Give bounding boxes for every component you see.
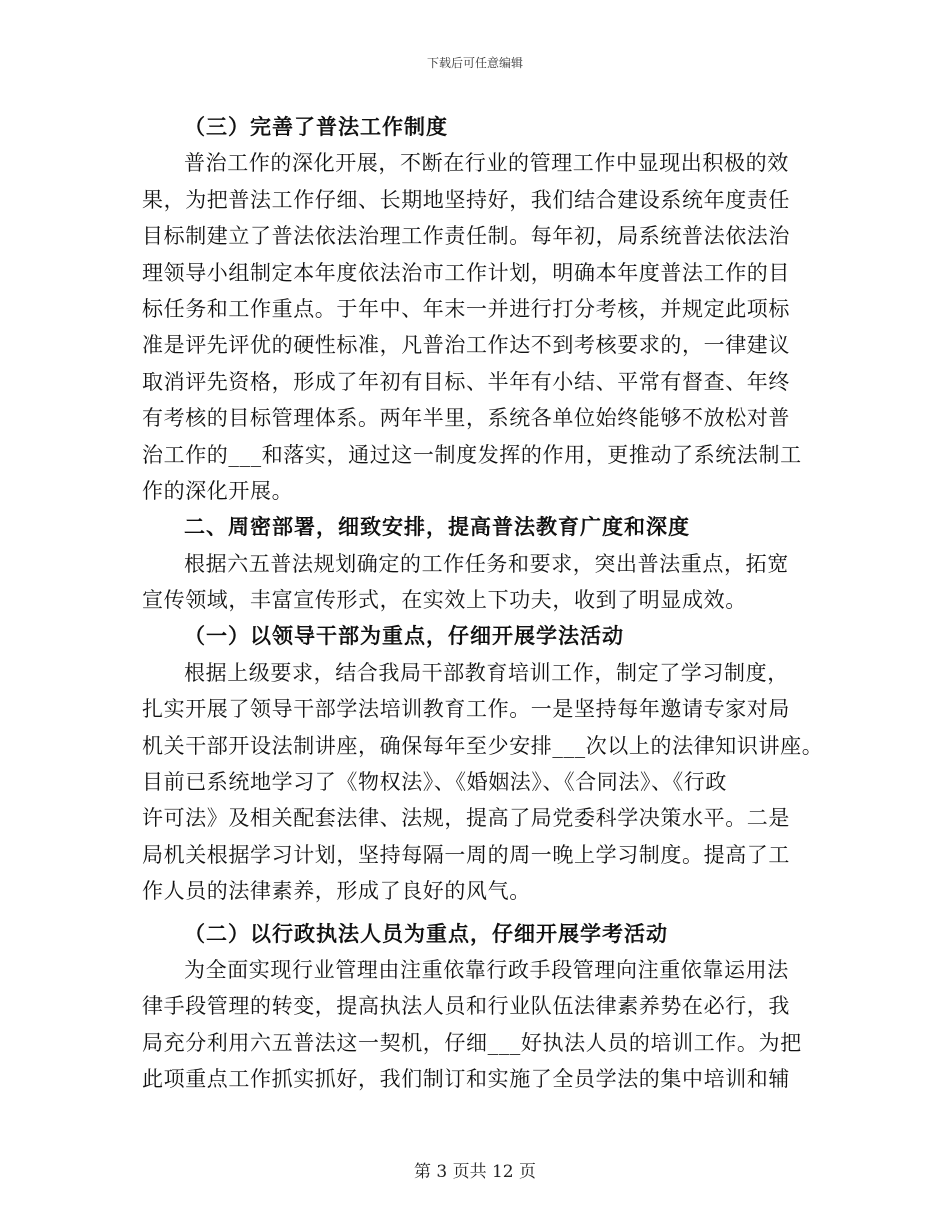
heading-leading-cadres: （一）以领导干部为重点，仔细开展学法活动 [184,623,624,649]
paragraph-line: 果，为把普法工作仔细、长期地坚持好，我们结合建设系统年度责任 [142,187,790,212]
paragraph-line: 理领导小组制定本年度依法治市工作计划，明确本年度普法工作的目 [142,260,790,285]
page-header: 下载后可任意编辑 [426,56,523,70]
paragraph-line: 有考核的目标管理体系。两年半里，系统各单位始终能够不放松对普 [142,406,790,431]
document-body [142,109,824,1098]
heading-perfected-system: （三）完善了普法工作制度 [184,114,448,139]
paragraph-line: 作的深化开展。 [142,478,294,503]
paragraph-line: 准是评先评优的硬性标准，凡普治工作达不到考核要求的，一律建议 [142,333,790,358]
paragraph-line: 此项重点工作抓实抓好，我们制订和实施了全员学法的集中培训和辅 [142,1067,790,1092]
paragraph-line: 普治工作的深化开展，不断在行业的管理工作中显现出积极的效 [184,151,789,176]
paragraph-line: 律手段管理的转变，提高执法人员和行业队伍法律素养势在必行，我 [142,994,790,1019]
paragraph-line: 治工作的___和落实，通过这一制度发挥的作用，更推动了系统法制工 [142,442,802,467]
heading-law-enforcement: （二）以行政执法人员为重点，仔细开展学考活动 [184,920,668,946]
paragraph-line: 根据六五普法规划确定的工作任务和要求，突出普法重点，拓宽 [184,551,789,576]
paragraph-line: 扎实开展了领导干部学法培训教育工作。一是坚持每年邀请专家对局 [142,697,790,722]
paragraph-line: 局机关根据学习计划，坚持每隔一周的周一晚上学习制度。提高了工 [142,842,790,867]
paragraph-line: 目标制建立了普法依法治理工作责任制。每年初，局系统普法依法治 [142,224,790,249]
paragraph-line: 标任务和工作重点。于年中、年末一并进行打分考核，并规定此项标 [142,296,790,321]
paragraph-line: 作人员的法律素养，形成了良好的风气。 [142,879,531,904]
paragraph-line: 机关干部开设法制讲座，确保每年至少安排___次以上的法律知识讲座。 [142,733,824,758]
paragraph-line: 取消评先资格，形成了年初有目标、半年有小结、平常有督查、年终 [142,369,790,394]
paragraph-line: 根据上级要求，结合我局干部教育培训工作，制定了学习制度， [184,660,789,685]
section-heading-deployment: 二、周密部署，细致安排，提高普法教育广度和深度 [184,514,690,540]
paragraph-line: 为全面实现行业管理由注重依靠行政手段管理向注重依靠运用法 [184,957,789,982]
paragraph-line: 许可法》及相关配套法律、法规，提高了局党委科学决策水平。二是 [142,806,790,831]
paragraph-line: 局充分利用六五普法这一契机，仔细___好执法人员的培训工作。为把 [142,1030,802,1055]
page-footer: 第 3 页共 12 页 [413,1162,537,1182]
paragraph-line: 宣传领域，丰富宣传形式，在实效上下功夫，收到了明显成效。 [142,588,747,613]
paragraph-line: 目前已系统地学习了《物权法》、《婚姻法》、《合同法》、《行政 [142,770,727,795]
